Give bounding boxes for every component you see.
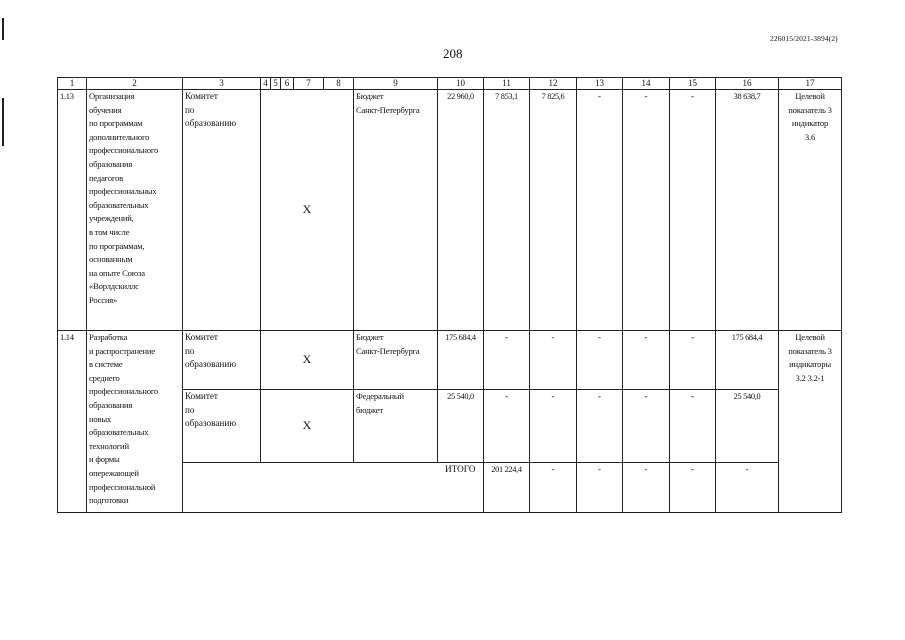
value-col-14: -	[623, 90, 670, 331]
col-header-4: 4	[261, 78, 271, 90]
value-col-12: -	[530, 331, 577, 390]
value-col-15: -	[670, 390, 716, 463]
col-header-3: 3	[183, 78, 261, 90]
value-col-12: -	[577, 463, 623, 513]
value-col-14: -	[623, 390, 670, 463]
value-col-12: 7 825,6	[530, 90, 577, 331]
table-row-1-13	[58, 90, 842, 331]
col-header-10: 10	[438, 78, 484, 90]
value-col-16: 38 638,7	[716, 90, 779, 331]
total-label: ИТОГО	[438, 463, 484, 513]
header-row	[58, 78, 842, 90]
col-header-9: 9	[354, 78, 438, 90]
total-spacer	[183, 463, 438, 513]
value-col-16: 175 684,4	[716, 331, 779, 390]
col-header-6: 6	[281, 78, 294, 90]
value-col-15: -	[670, 331, 716, 390]
col-header-5: 5	[271, 78, 281, 90]
col-header-8: 8	[324, 78, 354, 90]
value-col-10: 22 960,0	[438, 90, 484, 331]
x-mark: Х	[261, 390, 354, 463]
target-indicator: Целевой показатель 3 индикатор 3.6	[779, 90, 842, 331]
scan-artifact-top	[2, 18, 4, 40]
row-code: 1.13	[58, 90, 87, 331]
scan-artifact-middle	[2, 98, 4, 146]
value-col-13: -	[577, 390, 623, 463]
value-col-14: -	[670, 463, 716, 513]
row-code: 1.14	[58, 331, 87, 513]
document-id: 226015/2021-3894(2)	[770, 34, 838, 43]
value-col-15: -	[670, 90, 716, 331]
target-indicator: Целевой показатель 3 индикаторы 3.2 3.2-1	[779, 331, 842, 513]
col-header-15: 15	[670, 78, 716, 90]
value-col-11: -	[484, 390, 530, 463]
value-col-12: -	[530, 390, 577, 463]
program-table	[57, 77, 842, 513]
value-col-10: 175 684,4	[438, 331, 484, 390]
funding-source: Бюджет Санкт-Петербурга	[354, 90, 438, 331]
activity-name: Разработка и распространение в системе среднего профессионального образования новых образовательных технологий и формы опережающей профессиональной подготовки	[87, 331, 183, 513]
col-header-2: 2	[87, 78, 183, 90]
col-header-1: 1	[58, 78, 87, 90]
funding-source: Федеральный бюджет	[354, 390, 438, 463]
value-col-11: -	[530, 463, 577, 513]
col-header-7: 7	[294, 78, 324, 90]
executor: Комитет по образованию	[183, 331, 261, 390]
value-col-13: -	[623, 463, 670, 513]
col-header-16: 16	[716, 78, 779, 90]
executor: Комитет по образованию	[183, 90, 261, 331]
value-col-13: -	[577, 90, 623, 331]
col-header-14: 14	[623, 78, 670, 90]
value-col-15: -	[716, 463, 779, 513]
x-mark: Х	[261, 90, 354, 331]
value-col-13: -	[577, 331, 623, 390]
x-mark: Х	[261, 331, 354, 390]
col-header-12: 12	[530, 78, 577, 90]
col-header-13: 13	[577, 78, 623, 90]
executor: Комитет по образованию	[183, 390, 261, 463]
value-col-16: 25 540,0	[716, 390, 779, 463]
value-col-11: -	[484, 331, 530, 390]
col-header-11: 11	[484, 78, 530, 90]
page-number: 208	[443, 46, 463, 61]
table-row-1-14-regional	[58, 331, 842, 390]
activity-name: Организация обучения по программам дополнительного профессионального образования педагогов профессиональных образовательных учреждений, в том числе по программам, основанным на опыте Союза «Ворлдскиллс Россия»	[87, 90, 183, 331]
value-col-10: 201 224,4	[484, 463, 530, 513]
value-col-11: 7 853,1	[484, 90, 530, 331]
value-col-14: -	[623, 331, 670, 390]
funding-source: Бюджет Санкт-Петербурга	[354, 331, 438, 390]
col-header-17: 17	[779, 78, 842, 90]
value-col-10: 25 540,0	[438, 390, 484, 463]
